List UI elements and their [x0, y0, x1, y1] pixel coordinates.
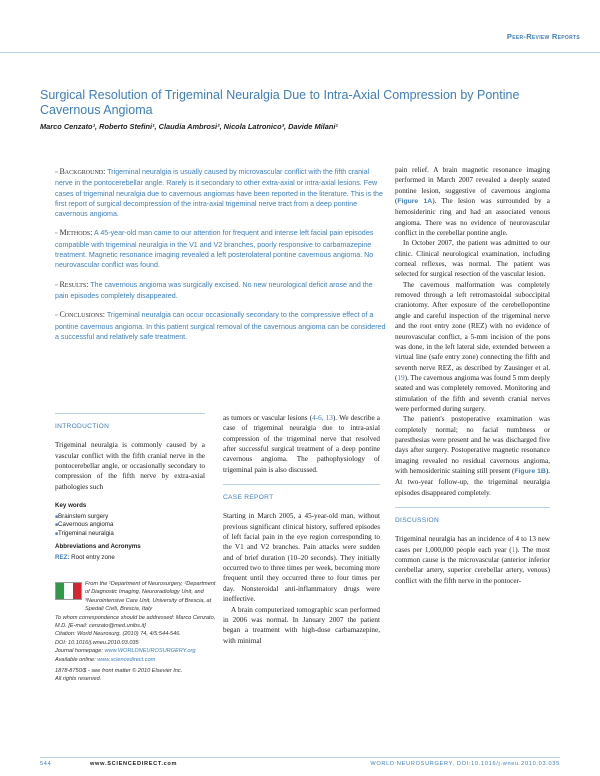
abstract-conclusions — [55, 310, 387, 342]
bullet-icon: ▫ — [55, 281, 60, 289]
text-run: as tumors or vascular lesions ( — [223, 414, 313, 422]
bullet-icon: ▫ — [55, 230, 60, 238]
homepage-link[interactable]: www.WORLDNEUROSURGERY.org — [104, 648, 196, 655]
bullet-icon: ▫ — [55, 169, 60, 176]
author-list: Marco Cenzato¹, Roberto Stefini¹, Claudia Ambrosi², Nicola Latronico³, Davide Milani¹ — [40, 122, 338, 131]
affiliation-box — [55, 580, 220, 684]
issn: 1878-8750/$ - see front matter © 2010 Elsevier Inc. — [55, 668, 183, 675]
section-label: Peer-Review Reports — [506, 32, 580, 41]
abstract-text: Trigeminal neuralgia can occur occasionally secondary to the compressive effect of a pontine cavernous angioma. In this patient surgical removal of the cavernous angioma can be considered a successful and relatively safe treatment. — [55, 311, 386, 341]
paragraph: A brain computerized tomographic scan performed in 2006 was normal. In January 2007 the patient began a treatment with high-dose carbamazepine, with minimal — [223, 605, 380, 645]
paragraph — [395, 280, 550, 414]
rights: All rights reserved. — [55, 676, 102, 683]
text-run: ). We describe a case of trigeminal neuralgia due to intra-axial compression of the trigeminal nerve that resolved after successful surgical treatment of a deep pontine cavernous angioma. The pathophysiology of trigeminal pain is also discussed. — [223, 414, 380, 474]
text-run: Trigeminal neuralgia has an incidence of 4 to 13 new cases per 1,000,000 people each year ( — [395, 535, 550, 554]
keyword-item: ■ Cavernous angioma — [55, 521, 205, 530]
paragraph: Starting in March 2005, a 45-year-old man, without previous significant clinical history, suffered episodes of left facial pain in the eye region corresponding to the V1 and V2 branches. Pain attacks were sudden and of brief duration (10–20 seconds). They initially occurred two to three times per week, becoming more frequent until they occurred three to four times per day. Nonsteroidal anti-inflammatory drugs were ineffective. — [223, 512, 380, 604]
abstract-results — [55, 280, 387, 302]
footer-journal: WORLD NEUROSURGERY, DOI:10.1016/j.wneu.2010.03.035 — [370, 761, 560, 767]
column-intro — [55, 413, 205, 492]
keyword-item: ■ Trigeminal neuralgia — [55, 530, 205, 539]
article-title: Surgical Resolution of Trigeminal Neuralgia Due to Intra-Axial Compression by Pontine Cavernous Angioma — [40, 88, 520, 117]
text-run: ). The most common cause is the microvascular (anterior inferior cerebellar artery, superior cerebellar artery, venous) conflict with the fifth nerve in the pontocer- — [395, 545, 550, 585]
affiliation-text: From the ¹Department of Neurosurgery, ²Department of Diagnostic Imaging, Neuroradiology Unit, and ³Neurointensive Care Unit, University of Brescia, at Spedali Civili, Brescia, Italy — [85, 581, 216, 613]
paragraph — [223, 413, 380, 475]
footer-site-link[interactable] — [90, 761, 177, 767]
homepage-label: Journal homepage: — [55, 648, 103, 655]
doi: DOI: 10.1016/j.wneu.2010.03.035 — [55, 639, 139, 646]
paragraph — [395, 534, 550, 586]
text-run: The cavernous malformation was completely removed through a left retromastoidal suboccipital craniotomy. After exposure of the cerebellopontine angle and careful inspection of the trigeminal nerve and the root entry zone (REZ) with no evidence of neurovascular conflict, a 5-mm incision of the pons was done, in the left lateral side, extended between a virtual line (safe entry zone) connecting the fifth and seventh nerve REZ, as described by Zausinger et al. ( — [395, 280, 550, 382]
online-line — [55, 656, 220, 664]
reference-link[interactable]: 19 — [397, 373, 405, 382]
section-heading: INTRODUCTION — [55, 413, 205, 432]
paragraph — [395, 414, 550, 498]
online-label: Available online: — [55, 656, 96, 663]
column-middle — [223, 413, 380, 646]
abstract-heading: Results: — [59, 279, 89, 289]
footer-site-text: www.SCIENCEDIRECT.com — [90, 761, 178, 767]
text-run: ). The cavernous angioma was found 5 mm deeply seated and was completely removed. Monitoring and stimulation of the fifth and seventh cranial nerves were performed during surgery. — [395, 373, 550, 413]
text-run: pain relief. A brain magnetic resonance imaging performed in March 2007 revealed a deeply seated pontine lesion, suggestive of cavernous angioma ( — [395, 166, 550, 206]
homepage-line — [55, 647, 220, 655]
abbreviation-item — [55, 554, 205, 563]
paragraph: In October 2007, the patient was admitted to our clinic. Clinical neurological examination, including corneal reflexes, was normal. The patient was selected for surgical resection of the vascular lesion. — [395, 239, 550, 279]
keywords-box — [55, 502, 205, 563]
footer-rule — [40, 757, 560, 758]
figure-link[interactable]: Figure 1A — [397, 198, 433, 206]
section-heading: DISCUSSION — [395, 507, 550, 526]
column-right — [395, 165, 550, 586]
abbreviation-value: Root entry zone — [71, 553, 115, 561]
abstract-text: The cavernous angioma was surgically excised. No new neurological deficit arose and the pain episodes completely disappeared. — [55, 280, 373, 300]
text-run: The patient's postoperative examination was completely normal; no facial numbness or paresthesias were present and he was discharged five days after surgery. Postoperative magnetic resonance imaging revealed no residual cavernous angioma, with hemosiderinic staining still present ( — [395, 415, 550, 475]
citation: Citation: World Neurosurg. (2010) 74, 4/5:544-546. — [55, 631, 181, 638]
text-run: ). At two-year follow-up, the trigeminal neuralgia episodes disappeared completely. — [395, 466, 550, 497]
abstract-text: Trigeminal neuralgia is usually caused by microvascular conflict with the fifth cranial nerve in the pontocerebellar angle. Rarely is it secondary to other extra-axial or intra-axial lesions. Few cases of trigeminal neuralgia due to cavernous angiomas have been reported in the literature. This is the first report of surgical decompression of the intra-axial trigeminal nerve tract from a deep pontine cavernous angioma. — [55, 168, 383, 219]
reference-link[interactable]: 1 — [511, 545, 516, 554]
reference-link[interactable]: 4-6, 13 — [312, 414, 333, 422]
paragraph: Trigeminal neuralgia is commonly caused by a vascular conflict with the fifth cranial nerve in the pontocerebellar angle, or occasionally secondary to compression of the fifth nerve by extra-axial pathologies such — [55, 441, 205, 491]
correspondence: To whom correspondence should be addressed: Marco Cenzato, M.D. [E-mail: cenzato@med.unibs.it] — [55, 614, 216, 630]
page-number: 544 — [40, 761, 52, 767]
bullet-icon: ▫ — [55, 312, 60, 320]
abbreviation-key: REZ: — [55, 553, 70, 561]
abstract-heading: Background: — [59, 167, 106, 176]
figure-link[interactable]: Figure 1B — [514, 467, 546, 475]
header-rule — [0, 52, 600, 53]
abstract-text: A 45-year-old man came to our attention for frequent and intense left facial pain episodes compatible with trigeminal neuralgia in the V1 and V2 branches, poorly responsive to carbamazepine treatment. Magnetic resonance imaging revealed a left posterolateral pontine cavernous angioma. No neurovascular conflict was found. — [55, 229, 374, 270]
abstract-heading: Conclusions: — [59, 310, 105, 320]
online-link[interactable]: www.sciencedirect.com — [97, 656, 156, 663]
section-heading: CASE REPORT — [223, 484, 380, 503]
abbreviations-heading: Abbreviations and Acronyms — [55, 543, 141, 551]
paragraph — [395, 165, 550, 238]
keywords-heading: Key words — [55, 502, 87, 509]
abstract-methods — [55, 228, 387, 270]
keyword-item: ■ Brainstem surgery — [55, 513, 205, 522]
text-run: ). The lesion was surrounded by a hemosiderinic ring and had an associated venous angioma. There was no evidence of neurovascular conflict in the cerebellar pontine angle. — [395, 197, 551, 238]
abstract-background — [55, 167, 387, 219]
abstract-heading: Methods: — [59, 228, 93, 238]
abstract — [55, 167, 387, 351]
